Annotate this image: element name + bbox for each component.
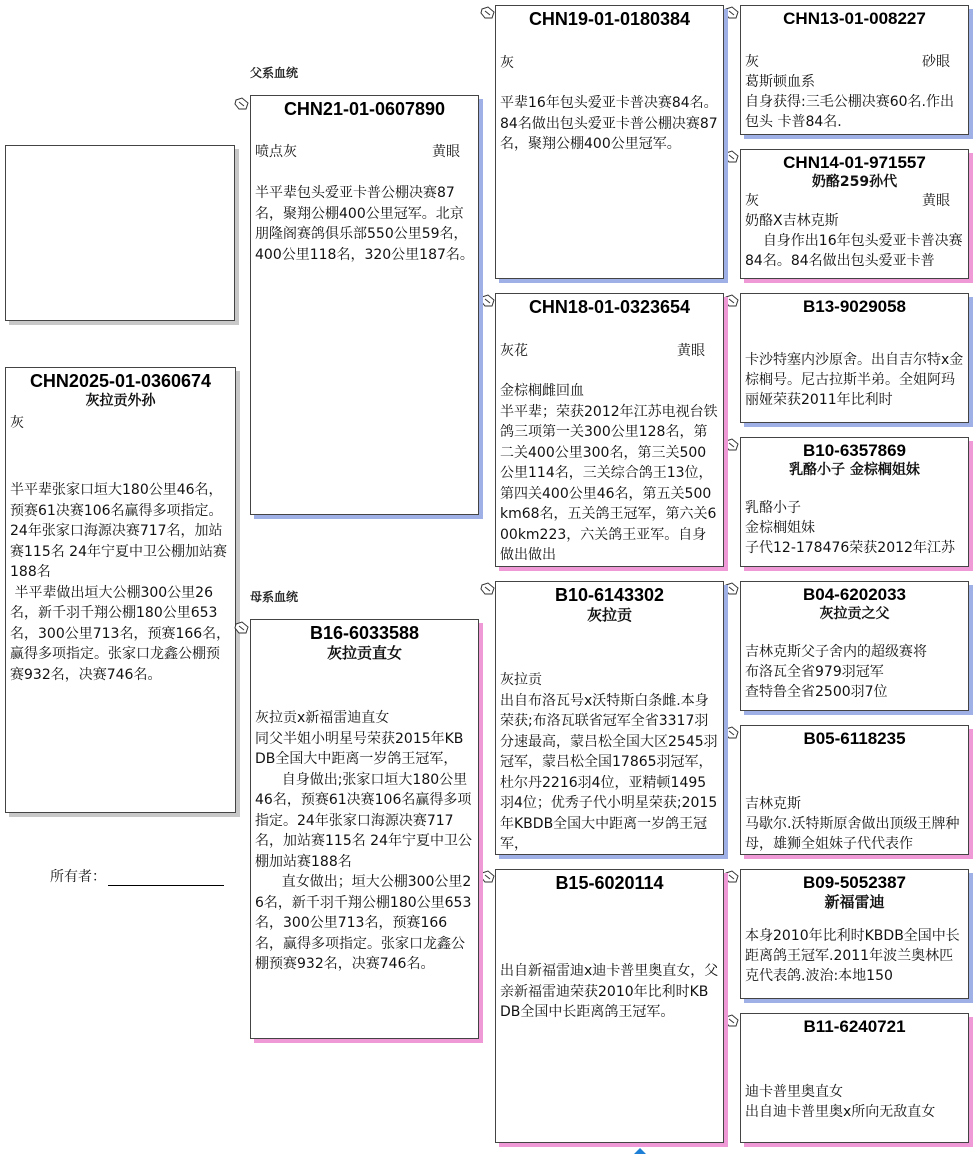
sire-dam-notes: 金棕榈雌回血 半平辈；荣获2012年江苏电视台铁鸽三项第一关300公里128名，第二关400公里300名，第三关500公里114名，三关综合鸽王13位，第四关400公里46名，第五关500km68名，五关鸽王冠军，第六关600km223，六关鸽王亚军。自身做出做出 xyxy=(500,383,718,563)
sire-sire-notes: 平辈16年包头爱亚卡普决赛84名。84名做出包头爱亚卡普公棚决赛87名，聚翔公棚400公里冠军。 xyxy=(500,95,718,152)
ssd-ring-number: CHN14-01-971557 xyxy=(783,153,926,172)
subject-name: 灰拉贡外孙 xyxy=(85,393,156,409)
edit-hand-icon[interactable] xyxy=(724,1014,740,1028)
ssd-eye: 黄眼 xyxy=(922,193,950,209)
sdd-card[interactable] xyxy=(740,437,969,567)
dds-card[interactable] xyxy=(740,869,969,999)
sds-notes: 卡沙特塞内沙原舍。出自吉尔特x金棕榈号。尼古拉斯半弟。全姐阿玛丽娅荣获2011年比利时 xyxy=(745,352,964,408)
edit-hand-icon[interactable] xyxy=(480,870,496,884)
sss-card[interactable] xyxy=(740,5,969,135)
subject-color-row xyxy=(6,413,235,433)
sire-dam-ring-number: CHN18-01-0323654 xyxy=(528,297,691,317)
dam-sire-card[interactable] xyxy=(495,581,724,855)
edit-hand-icon[interactable] xyxy=(724,150,740,164)
ssd-card[interactable] xyxy=(740,149,969,279)
edit-hand-icon[interactable] xyxy=(234,97,250,111)
subject-color: 灰 xyxy=(10,415,24,431)
scroll-marker-icon xyxy=(634,1148,646,1154)
sss-color: 灰 xyxy=(745,54,759,70)
sire-section-label: 父系血统 xyxy=(250,66,299,80)
edit-hand-icon[interactable] xyxy=(480,6,496,20)
dsd-notes: 吉林克斯 马歇尔.沃特斯原舍做出顶级王牌种母，雄狮全姐妹子代代表作 xyxy=(745,796,960,852)
edit-hand-icon[interactable] xyxy=(724,294,740,308)
sire-notes: 半平辈包头爱亚卡普公棚决赛87名，聚翔公棚400公里冠军。北京朋隆阁赛鸽俱乐部550公里59名，400公里118名，320公里187名。 xyxy=(255,185,474,263)
edit-hand-icon[interactable] xyxy=(724,438,740,452)
sdd-ring-number: B10-6357869 xyxy=(802,441,907,460)
sire-dam-card[interactable] xyxy=(495,293,724,567)
owner-field xyxy=(50,866,224,886)
sire-sire-color: 灰 xyxy=(500,55,514,71)
sss-eye: 砂眼 xyxy=(922,54,950,70)
sire-card[interactable] xyxy=(250,95,479,515)
sds-ring-number: B13-9029058 xyxy=(802,297,907,316)
dss-name: 灰拉贡之父 xyxy=(819,606,890,622)
dam-sire-ring-number: B10-6143302 xyxy=(554,585,665,605)
dam-sire-name: 灰拉贡 xyxy=(586,606,632,624)
dds-notes: 本身2010年比利时KBDB全国中长距离鸽王冠军.2011年波兰奥林匹克代表鸽.波治:本地150 xyxy=(745,928,960,984)
photo-placeholder xyxy=(5,145,235,321)
sire-eye: 黄眼 xyxy=(432,144,460,160)
dsd-ring-number: B05-6118235 xyxy=(803,729,906,748)
dss-ring-number: B04-6202033 xyxy=(802,585,907,604)
dsd-card[interactable] xyxy=(740,725,969,855)
dam-card[interactable] xyxy=(250,619,479,1039)
edit-hand-icon[interactable] xyxy=(480,294,496,308)
sire-color: 喷点灰 xyxy=(255,144,297,160)
sdd-name: 乳酪小子 金棕榈姐妹 xyxy=(789,462,920,478)
sds-card[interactable] xyxy=(740,293,969,423)
ssd-notes: 奶酪X吉林克斯 自身作出16年包头爱亚卡普决赛84名。84名做出包头爱亚卡普 xyxy=(745,213,963,269)
sdd-notes: 乳酪小子 金棕榈姐妹 子代12-178476荣获2012年江苏 xyxy=(745,500,955,556)
ssd-color-row xyxy=(741,191,968,211)
ddd-ring-number: B11-6240721 xyxy=(803,1017,906,1036)
sss-color-row xyxy=(741,52,968,72)
sire-dam-color: 灰花 xyxy=(500,343,528,359)
dds-name: 新福雷迪 xyxy=(824,893,885,911)
ddd-card[interactable] xyxy=(740,1013,969,1143)
subject-notes: 半平辈张家口垣大180公里46名，预赛61决赛106名赢得多项指定。24年张家口海源决赛717名，加站赛115名 24年宁夏中卫公棚加站赛188名 半平辈做出垣大公棚300公里26名，新千羽千翔公棚180公里653名，300公里713名，预赛166名，赢得多项指定。张家口龙鑫公棚预赛932名，决赛746名。 xyxy=(10,482,231,683)
dam-section-label: 母系血统 xyxy=(250,590,299,604)
sire-dam-eye: 黄眼 xyxy=(677,343,705,359)
sire-sire-card[interactable] xyxy=(495,5,724,279)
ssd-name: 奶酪259孙代 xyxy=(811,174,898,190)
sire-sire-color-row xyxy=(496,53,723,73)
sss-ring-number: CHN13-01-008227 xyxy=(783,9,926,28)
sire-color-row xyxy=(251,142,478,162)
edit-hand-icon[interactable] xyxy=(724,870,740,884)
edit-hand-icon[interactable] xyxy=(234,621,250,635)
sire-dam-color-row xyxy=(496,341,723,361)
dam-notes: 灰拉贡x新福雷迪直女 同父半姐小明星号荣获2015年KBDB全国大中距离一岁鸽王冠军， 自身做出;张家口垣大180公里46名，预赛61决赛106名赢得多项指定。24年张家口海源决赛717名，加站赛115名 24年宁夏中卫公棚加站赛188名 直女做出；垣大公棚300公里26名，新千羽千翔公棚180公里653名，300公里713名，预赛166名，赢得多项指定。张家口龙鑫公棚预赛932名，决赛746名。 xyxy=(255,710,472,972)
dds-ring-number: B09-5052387 xyxy=(802,873,907,892)
subject-card xyxy=(5,367,236,813)
ddd-notes: 迪卡普里奥直女 出自迪卡普里奥x所向无敌直女 xyxy=(745,1084,936,1120)
edit-hand-icon[interactable] xyxy=(724,582,740,596)
owner-label: 所有者： xyxy=(50,869,106,885)
edit-hand-icon[interactable] xyxy=(724,6,740,20)
sire-sire-ring-number: CHN19-01-0180384 xyxy=(528,9,691,29)
edit-hand-icon[interactable] xyxy=(724,726,740,740)
subject-ring-number: CHN2025-01-0360674 xyxy=(29,371,212,391)
dam-dam-ring-number: B15-6020114 xyxy=(555,873,664,893)
dss-card[interactable] xyxy=(740,581,969,711)
dam-dam-card[interactable] xyxy=(495,869,724,1143)
dam-name: 灰拉贡直女 xyxy=(326,644,402,662)
sss-notes: 葛斯顿血系 自身获得:三毛公棚决赛60名.作出包头 卡普84名. xyxy=(745,74,954,130)
dss-notes: 吉林克斯父子舍内的超级赛将 布洛瓦全省979羽冠军 查特鲁全省2500羽7位 xyxy=(745,644,927,700)
sire-ring-number: CHN21-01-0607890 xyxy=(283,99,446,119)
edit-hand-icon[interactable] xyxy=(480,582,496,596)
dam-dam-notes: 出自新福雷迪x迪卡普里奥直女，父亲新福雷迪荣获2010年比利时KBDB全国中长距离鸽王冠军。 xyxy=(500,963,719,1020)
dam-ring-number: B16-6033588 xyxy=(309,623,420,643)
owner-blank-line xyxy=(108,872,224,886)
ssd-color: 灰 xyxy=(745,193,759,209)
dam-sire-notes: 灰拉贡 出自布洛瓦号x沃特斯白条雌.本身荣获;布洛瓦联省冠军全省3317羽分速最高，蒙吕松全国大区2545羽冠军，蒙吕松全国17865羽冠军，杜尔丹2216羽4位，亚精顿1495羽4位；优秀子代小明星荣获;2015年KBDB全国大中距离一岁鸽王冠军， xyxy=(500,672,718,852)
